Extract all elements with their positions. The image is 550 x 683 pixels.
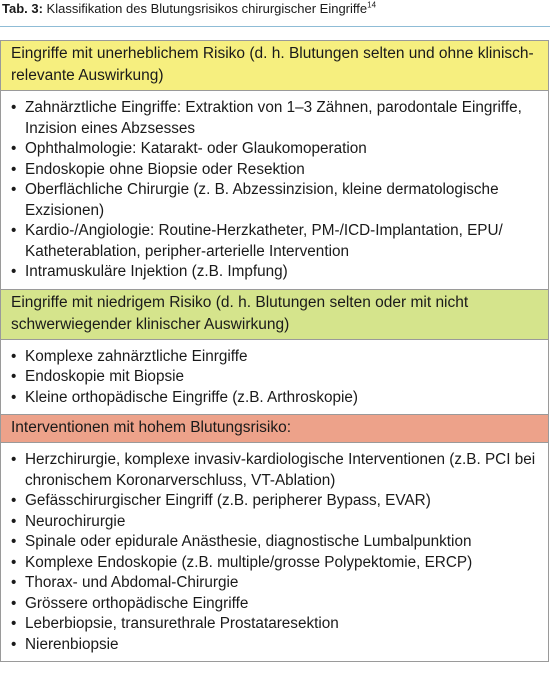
list-item-text: Neurochirurgie	[25, 512, 126, 530]
list-item: • Thorax- und Abdomal-Chirurgie	[11, 574, 239, 591]
list-item-text: Zahnärztliche Eingriffe: Extraktion von 1–3 Zähnen, parodontale Eingriffe, Inzision eines Abzsesses	[25, 99, 522, 137]
list-item: • Herzchirurgie, komplexe invasiv-kardiologische Interventionen (z.B. PCI bei chronischem Koronarverschluss, VT-Ablation)	[11, 451, 536, 489]
list-item-text: Kardio-/Angiologie: Routine-Herzkatheter, PM-/ICD-Implantation, EPU/ Katheterablation, peripher-arterielle Intervention	[25, 222, 503, 260]
table-caption	[2, 0, 376, 18]
list-item-text: Intramuskuläre Injektion (z.B. Impfung)	[25, 263, 288, 280]
caption-text: Klassifikation des Blutungsrisikos chirurgischer Eingriffe	[42, 1, 368, 16]
list-item: • Gefässchirurgischer Eingriff (z.B. peripherer Bypass, EVAR)	[11, 492, 431, 509]
list-item: • Endoskopie ohne Biopsie oder Resektion	[11, 160, 305, 178]
section-header-negligible-risk: Eingriffe mit unerheblichem Risiko (d. h. Blutungen selten und ohne klinisch-relevante Auswirkung)	[1, 40, 548, 91]
list-item: • Komplexe Endoskopie (z.B. multiple/grosse Polypektomie, ERCP)	[11, 553, 473, 571]
section-header-low-risk: Eingriffe mit niedrigem Risiko (d. h. Blutungen selten oder mit nicht schwerwiegender klinischer Auswirkung)	[1, 289, 548, 340]
list-item: • Endoskopie mit Biopsie	[11, 368, 185, 385]
list-item-text: Komplexe Endoskopie (z.B. multiple/grosse Polypektomie, ERCP)	[25, 553, 473, 571]
list-item-text: Endoskopie ohne Biopsie oder Resektion	[25, 160, 305, 178]
list-item-text: Grössere orthopädische Eingriffe	[25, 594, 249, 612]
list-item-text: Komplexe zahnärztliche Einrgiffe	[25, 347, 248, 365]
section-list-high-risk	[1, 443, 548, 661]
list-item: • Grössere orthopädische Eingriffe	[11, 594, 249, 612]
list-item: • Spinale oder epidurale Anästhesie, diagnostische Lumbalpunktion	[11, 533, 472, 550]
list-item-text: Herzchirurgie, komplexe invasiv-kardiologische Interventionen (z.B. PCI bei chronischem Koronarverschluss, VT-Ablation)	[25, 451, 536, 489]
list-item: • Zahnärztliche Eingriffe: Extraktion von 1–3 Zähnen, parodontale Eingriffe, Inzision eines Abzsesses	[11, 99, 522, 137]
caption-divider	[0, 26, 550, 27]
list-item: • Leberbiopsie, transurethrale Prostataresektion	[11, 615, 339, 632]
list-item: • Oberflächliche Chirurgie (z. B. Abzessinzision, kleine dermatologische Exzisionen)	[11, 181, 499, 219]
list-item: • Komplexe zahnärztliche Einrgiffe	[11, 347, 248, 365]
list-item-text: Thorax- und Abdomal-Chirurgie	[25, 574, 239, 591]
list-item: • Ophthalmologie: Katarakt- oder Glaukomoperation	[11, 140, 367, 157]
list-item-text: Ophthalmologie: Katarakt- oder Glaukomoperation	[25, 140, 367, 157]
list-item-text: Endoskopie mit Biopsie	[25, 368, 185, 385]
list-item: • Nierenbiopsie	[11, 635, 119, 653]
list-item-text: Nierenbiopsie	[25, 635, 119, 653]
caption-reference: 14	[367, 0, 377, 10]
section-header-high-risk: Interventionen mit hohem Blutungsrisiko:	[1, 414, 548, 443]
list-item: • Neurochirurgie	[11, 512, 126, 530]
list-item-text: Kleine orthopädische Eingriffe (z.B. Arthroskopie)	[25, 388, 359, 406]
list-item-text: Gefässchirurgischer Eingriff (z.B. peripherer Bypass, EVAR)	[25, 492, 431, 509]
risk-table	[0, 40, 549, 662]
section-list-negligible-risk	[1, 91, 548, 289]
list-item-text: Spinale oder epidurale Anästhesie, diagnostische Lumbalpunktion	[25, 533, 472, 550]
section-list-low-risk	[1, 340, 548, 415]
list-item: • Kardio-/Angiologie: Routine-Herzkatheter, PM-/ICD-Implantation, EPU/ Katheterablation, peripher-arterielle Intervention	[11, 222, 503, 260]
list-item: • Kleine orthopädische Eingriffe (z.B. Arthroskopie)	[11, 388, 359, 406]
list-item: • Intramuskuläre Injektion (z.B. Impfung)	[11, 263, 288, 280]
list-item-text: Oberflächliche Chirurgie (z. B. Abzessinzision, kleine dermatologische Exzisionen)	[25, 181, 499, 219]
caption-label: Tab. 3:	[2, 1, 43, 16]
list-item-text: Leberbiopsie, transurethrale Prostataresektion	[25, 615, 339, 632]
